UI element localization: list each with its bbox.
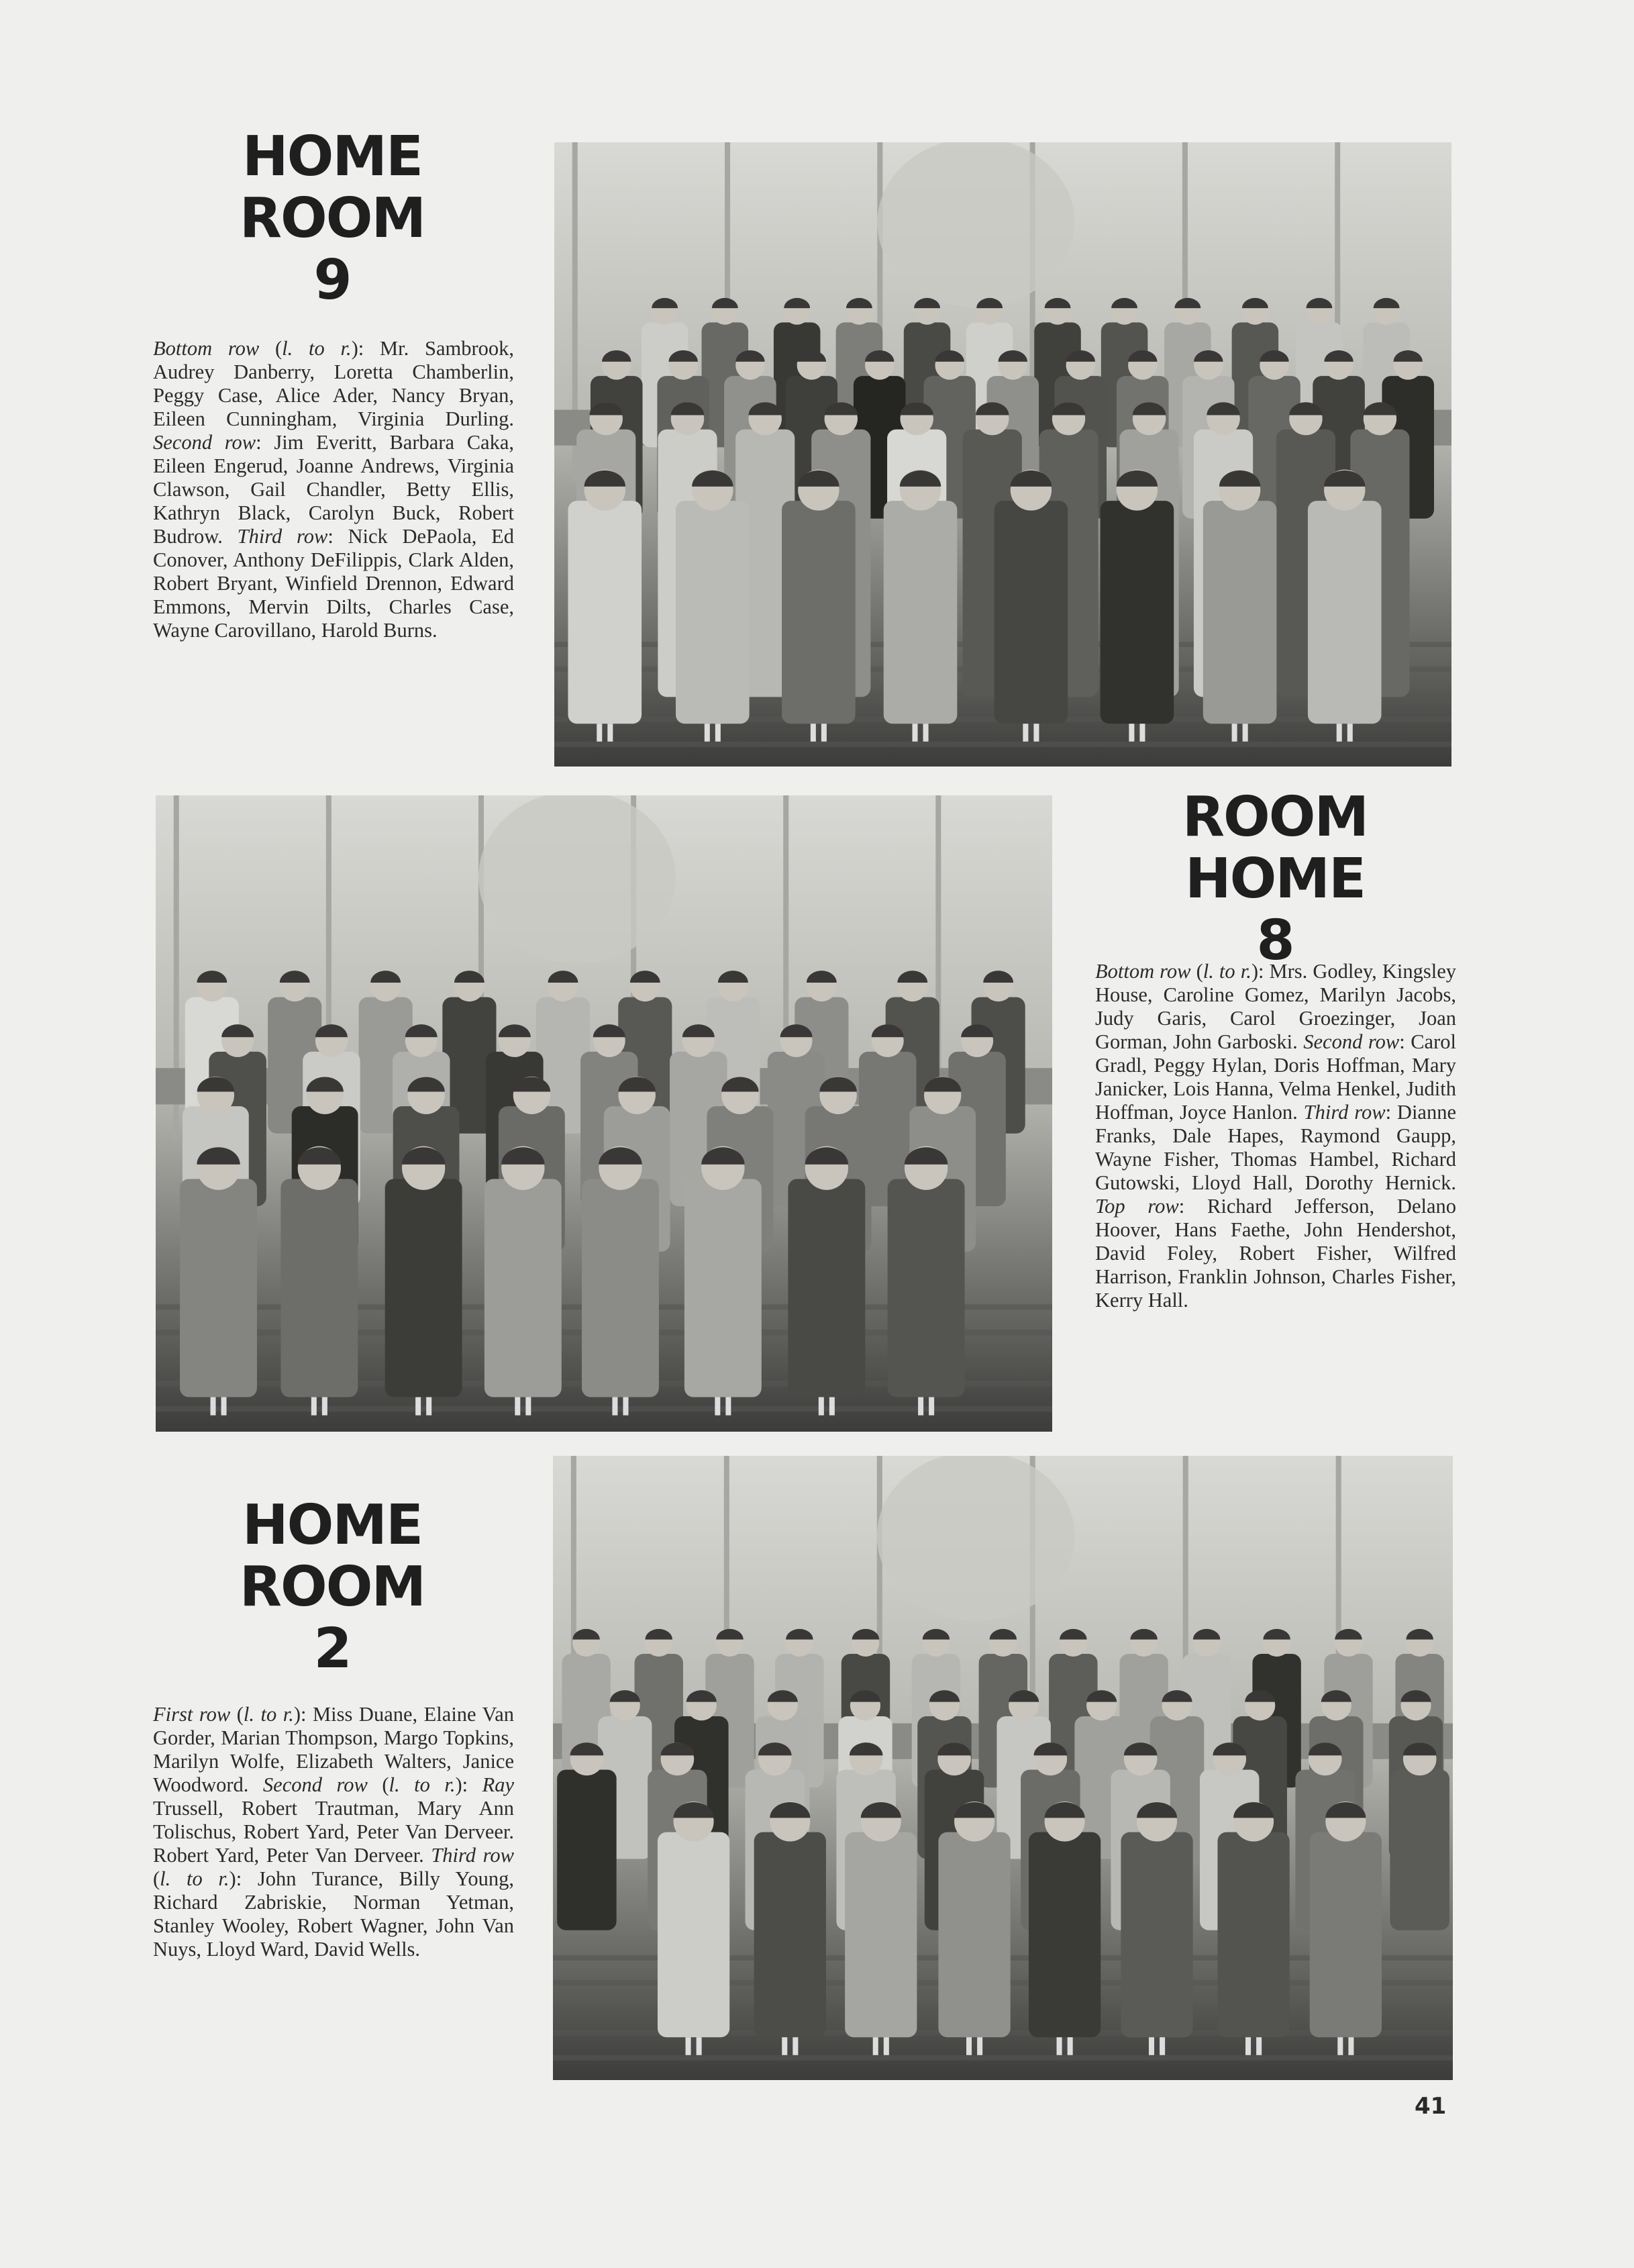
caption-names: ( <box>259 337 283 360</box>
caption-room-home-8 <box>1095 960 1456 1312</box>
caption-label: Second row <box>262 1773 368 1796</box>
photo-image <box>554 142 1451 767</box>
caption-label: Top row <box>1095 1195 1179 1218</box>
caption-label: Third row <box>237 525 328 548</box>
caption-names: ( <box>230 1703 244 1726</box>
page-number: 41 <box>1415 2093 1447 2120</box>
heading-line2: ROOM <box>239 187 425 250</box>
caption-names: ( <box>367 1773 389 1796</box>
homeroom-8-class-photo <box>156 795 1052 1432</box>
caption-label: Second row <box>1303 1030 1400 1053</box>
heading-line2: HOME <box>1185 847 1365 911</box>
caption-home-room-2 <box>153 1703 514 1961</box>
caption-names: : Carol Gradl, Peggy Hylan, Doris Hoffman, Mary Janicker, Lois Hanna, Velma Henkel, Judith Hoffman, Joyce Hanlon. <box>1095 1030 1456 1124</box>
caption-names: ): <box>455 1773 482 1796</box>
caption-names: ): Miss Duane, Elaine Van Gorder, Marian Thompson, Margo Topkins, Marilyn Wolfe, Elizabeth Walters, Janice Woodword. <box>153 1703 514 1796</box>
caption-label: Ray <box>482 1773 515 1796</box>
caption-label: l. to r. <box>243 1703 294 1726</box>
homeroom-2-class-photo <box>553 1456 1453 2080</box>
caption-label: Third row <box>1303 1101 1386 1124</box>
caption-text <box>153 1703 514 1961</box>
caption-label: l. to r. <box>389 1773 456 1796</box>
caption-text <box>153 337 514 642</box>
heading-line2: ROOM <box>239 1555 425 1619</box>
heading-number: 8 <box>1256 909 1294 973</box>
caption-label: First row <box>153 1703 231 1726</box>
heading-home-room-9 <box>221 126 443 311</box>
caption-home-room-9 <box>153 337 514 642</box>
caption-names: ( <box>1190 960 1203 983</box>
photo-image <box>156 795 1052 1432</box>
caption-label: Third row <box>431 1844 514 1867</box>
heading-number: 9 <box>313 248 351 312</box>
caption-label: Bottom row <box>1095 960 1191 983</box>
photo-image <box>553 1456 1453 2080</box>
caption-label: Bottom row <box>153 337 260 360</box>
caption-names: ): Mrs. Godley, Kingsley House, Caroline Gomez, Marilyn Jacobs, Judy Garis, Carol Groezinger, Joan Gorman, John Garboski. <box>1095 960 1456 1053</box>
caption-names: : Dianne Franks, Dale Hapes, Raymond Gaupp, Wayne Fisher, Thomas Hambel, Richard Gutowski, Lloyd Hall, Dorothy Hernick. <box>1095 1101 1456 1194</box>
heading-room-home-8 <box>1164 787 1386 972</box>
caption-label: l. to r. <box>1203 960 1252 983</box>
heading-number: 2 <box>313 1617 351 1681</box>
caption-names: : Richard Jefferson, Delano Hoover, Hans Faethe, John Hendershot, David Foley, Robert Fisher, Wilfred Harrison, Franklin Johnson, Charles Fisher, Kerry Hall. <box>1095 1195 1456 1312</box>
caption-names: Trussell, Robert Trautman, Mary Ann Tolischus, Robert Yard, Peter Van Derveer. Robert Yard, Peter Van Derveer. <box>153 1797 514 1867</box>
caption-text <box>1095 960 1456 1312</box>
caption-names: ): John Turance, Billy Young, Richard Zabriskie, Norman Yetman, Stanley Wooley, Robert Wagner, John Van Nuys, Lloyd Ward, David Wells. <box>153 1867 514 1961</box>
heading-line1: ROOM <box>1182 785 1368 849</box>
heading-line1: HOME <box>242 125 422 189</box>
caption-names: ( <box>153 1867 160 1890</box>
caption-label: l. to r. <box>282 337 352 360</box>
caption-names: : Jim Everitt, Barbara Caka, Eileen Engerud, Joanne Andrews, Virginia Clawson, Gail Chandler, Betty Ellis, Kathryn Black, Carolyn Buck, Robert Budrow. <box>153 431 515 548</box>
caption-names: ): Mr. Sambrook, Audrey Danberry, Loretta Chamberlin, Peggy Case, Alice Ader, Nancy Bryan, Eileen Cunningham, Virginia Durling. <box>153 337 514 430</box>
heading-line1: HOME <box>242 1493 422 1557</box>
heading-home-room-2 <box>221 1495 443 1680</box>
homeroom-9-class-photo <box>554 142 1451 767</box>
caption-names: : Nick DePaola, Ed Conover, Anthony DeFilippis, Clark Alden, Robert Bryant, Winfield Drennon, Edward Emmons, Mervin Dilts, Charles Case, Wayne Carovillano, Harold Burns. <box>153 525 515 642</box>
caption-label: Second row <box>153 431 256 454</box>
caption-label: l. to r. <box>160 1867 229 1890</box>
